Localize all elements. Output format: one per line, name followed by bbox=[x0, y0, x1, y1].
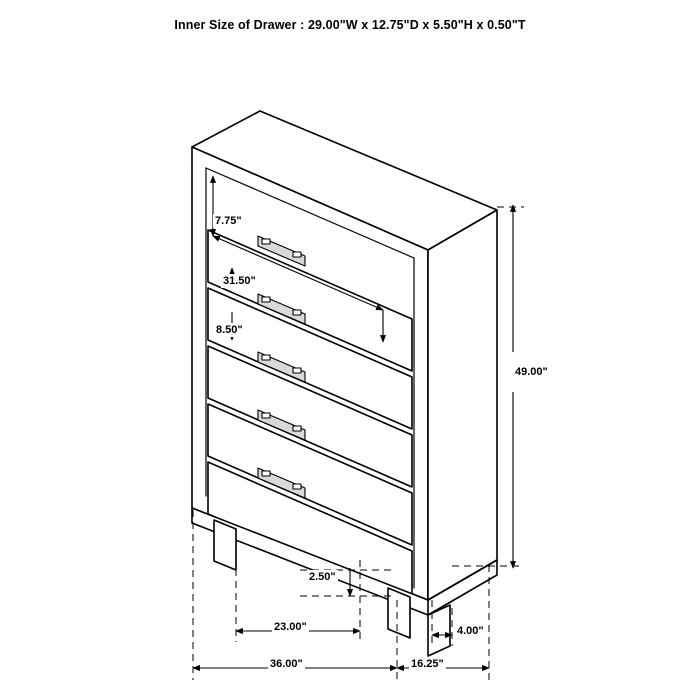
foot-front-right bbox=[388, 588, 410, 638]
dim-label-inner-width: 23.00" bbox=[274, 621, 307, 633]
dim-label-foot-depth: 4.00" bbox=[457, 625, 484, 637]
handle-post-3-right bbox=[293, 368, 301, 373]
foot-back-right bbox=[428, 605, 450, 656]
handle-post-4-right bbox=[293, 426, 301, 431]
dim-label-drawer-height: 8.50" bbox=[216, 324, 243, 336]
handle-post-4-left bbox=[262, 413, 270, 418]
dim-label-drawer-front-width: 31.50" bbox=[223, 275, 256, 287]
handle-post-1-left bbox=[262, 239, 270, 244]
handle-post-3-left bbox=[262, 355, 270, 360]
dim-label-foot-height: 2.50" bbox=[309, 571, 336, 583]
handle-post-5-left bbox=[262, 471, 270, 476]
page-title: Inner Size of Drawer : 29.00"W x 12.75"D x 5.50"H x 0.50"T bbox=[174, 18, 526, 32]
dim-label-top-gap: 7.75" bbox=[215, 215, 242, 227]
handle-post-2-right bbox=[293, 310, 301, 315]
dim-label-total-height: 49.00" bbox=[515, 366, 548, 378]
handle-post-1-right bbox=[293, 252, 301, 257]
chest-side-face bbox=[428, 210, 497, 600]
handle-post-5-right bbox=[293, 484, 301, 489]
dim-label-overall-width: 36.00" bbox=[270, 658, 303, 670]
foot-front-left bbox=[214, 520, 236, 570]
dim-label-overall-depth: 16.25" bbox=[411, 658, 444, 670]
handle-post-2-left bbox=[262, 297, 270, 302]
